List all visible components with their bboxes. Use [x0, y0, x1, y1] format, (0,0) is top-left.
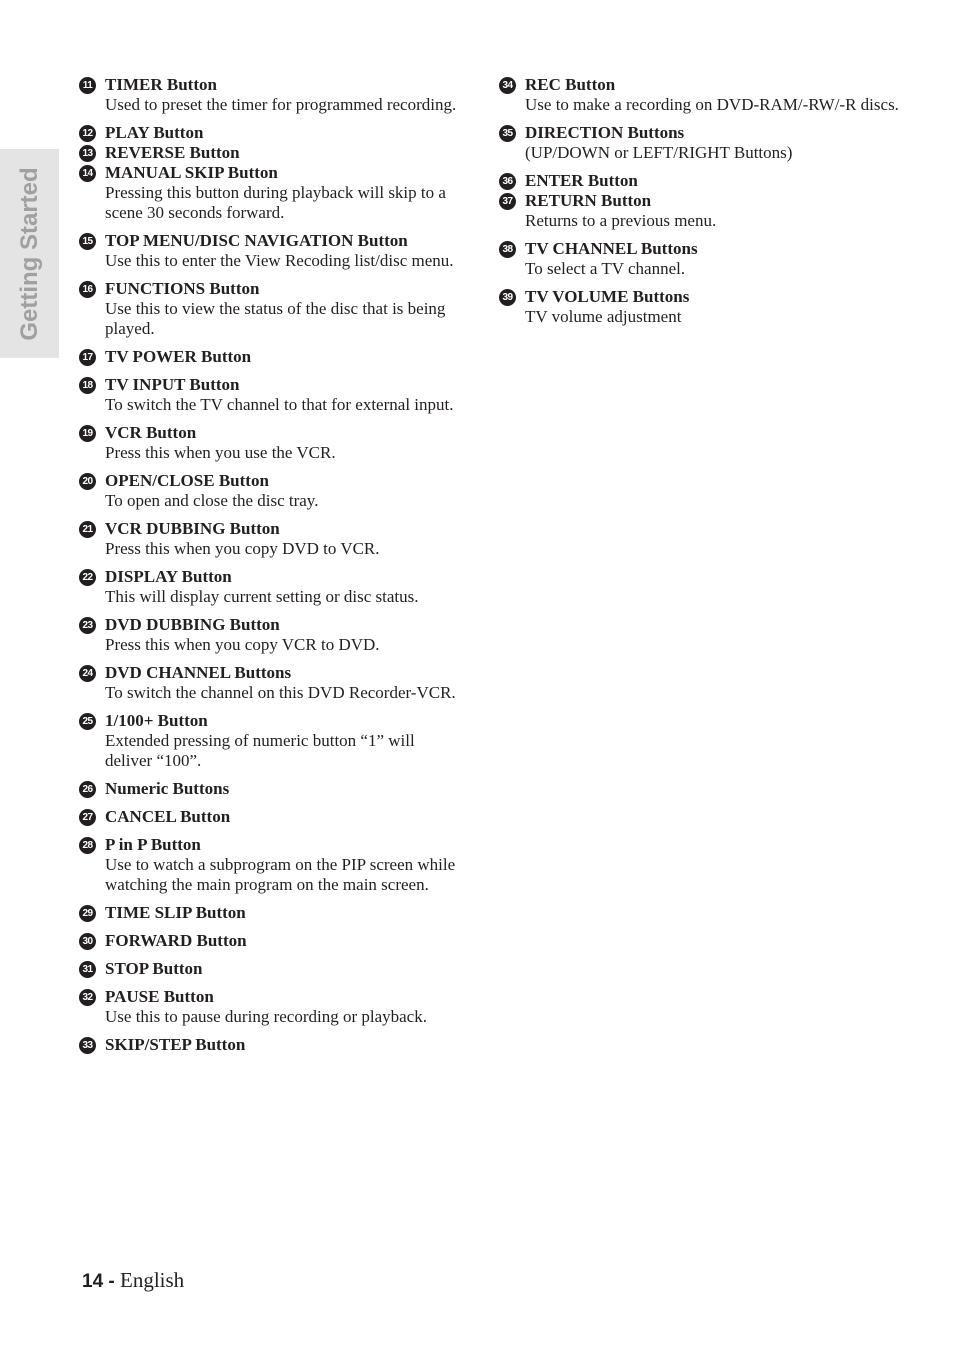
button-description-item: [79, 663, 463, 703]
button-description-item: [79, 987, 463, 1027]
button-description-item: [79, 423, 463, 463]
item-number-badge: 30: [79, 933, 96, 950]
item-number-badge: 38: [499, 241, 516, 258]
item-number-badge: 31: [79, 961, 96, 978]
item-number-badge: 26: [79, 781, 96, 798]
item-number-badge: 23: [79, 617, 96, 634]
item-title: FORWARD Button: [105, 931, 247, 950]
item-title: FUNCTIONS Button: [105, 279, 260, 298]
button-description-item: [79, 375, 463, 415]
item-title: Numeric Buttons: [105, 779, 230, 798]
button-description-item: [79, 163, 463, 223]
button-description-item: [79, 347, 463, 367]
item-number-badge: 32: [79, 989, 96, 1006]
item-title: TV INPUT Button: [105, 375, 240, 394]
item-number-badge: 25: [79, 713, 96, 730]
button-description-item: [79, 835, 463, 895]
button-description-item: [79, 711, 463, 771]
side-section-tab: [0, 149, 59, 358]
item-title: TIME SLIP Button: [105, 903, 246, 922]
item-title: PLAY Button: [105, 123, 204, 142]
button-description-item: [499, 191, 899, 231]
item-title: DVD CHANNEL Buttons: [105, 663, 292, 682]
item-description: Use to make a recording on DVD-RAM/-RW/-R discs.: [525, 95, 899, 114]
item-description: This will display current setting or disc status.: [105, 587, 419, 606]
button-description-item: [79, 959, 463, 979]
item-number-badge: 13: [79, 145, 96, 162]
item-title: REC Button: [525, 75, 616, 94]
item-description: Used to preset the timer for programmed recording.: [105, 95, 457, 114]
item-title: SKIP/STEP Button: [105, 1035, 246, 1054]
item-number-badge: 27: [79, 809, 96, 826]
item-title: PAUSE Button: [105, 987, 214, 1006]
item-number-badge: 39: [499, 289, 516, 306]
page-number: 14 -: [82, 1271, 115, 1292]
button-description-item: [79, 143, 463, 163]
item-title: TV POWER Button: [105, 347, 252, 366]
button-description-item: [79, 471, 463, 511]
item-title: P in P Button: [105, 835, 201, 854]
button-description-item: [499, 75, 899, 115]
item-description: To open and close the disc tray.: [105, 491, 319, 510]
item-description: Use this to enter the View Recoding list/disc menu.: [105, 251, 454, 270]
button-description-item: [499, 171, 899, 191]
button-description-item: [79, 779, 463, 799]
button-description-item: [79, 123, 463, 143]
item-title: DISPLAY Button: [105, 567, 232, 586]
item-title: DVD DUBBING Button: [105, 615, 280, 634]
button-description-item: [79, 903, 463, 923]
item-description: Extended pressing of numeric button “1” will deliver “100”.: [105, 731, 415, 770]
item-number-badge: 16: [79, 281, 96, 298]
item-title: TV VOLUME Buttons: [525, 287, 690, 306]
item-title: VCR DUBBING Button: [105, 519, 280, 538]
item-title: MANUAL SKIP Button: [105, 163, 278, 182]
item-number-badge: 34: [499, 77, 516, 94]
left-column: [79, 75, 463, 1055]
button-description-item: [79, 1035, 463, 1055]
item-number-badge: 35: [499, 125, 516, 142]
item-number-badge: 11: [79, 77, 96, 94]
item-number-badge: 18: [79, 377, 96, 394]
button-description-item: [499, 239, 899, 279]
item-title: RETURN Button: [525, 191, 652, 210]
button-description-item: [79, 615, 463, 655]
item-title: DIRECTION Buttons: [525, 123, 685, 142]
button-description-item: [79, 75, 463, 115]
item-title: TOP MENU/DISC NAVIGATION Button: [105, 231, 408, 250]
item-description: To switch the TV channel to that for external input.: [105, 395, 454, 414]
item-title: VCR Button: [105, 423, 197, 442]
button-description-item: [79, 931, 463, 951]
item-description: Press this when you copy DVD to VCR.: [105, 539, 380, 558]
right-column: [499, 75, 899, 327]
item-number-badge: 29: [79, 905, 96, 922]
button-description-item: [79, 279, 463, 339]
item-title: TIMER Button: [105, 75, 217, 94]
page-language: English: [120, 1268, 185, 1292]
item-number-badge: 28: [79, 837, 96, 854]
button-description-item: [79, 519, 463, 559]
item-title: ENTER Button: [525, 171, 638, 190]
item-number-badge: 12: [79, 125, 96, 142]
item-description: (UP/DOWN or LEFT/RIGHT Buttons): [525, 143, 793, 162]
button-description-item: [499, 123, 899, 163]
item-title: CANCEL Button: [105, 807, 231, 826]
item-description: Press this when you use the VCR.: [105, 443, 336, 462]
item-title: OPEN/CLOSE Button: [105, 471, 269, 490]
item-number-badge: 37: [499, 193, 516, 210]
item-number-badge: 17: [79, 349, 96, 366]
item-title: STOP Button: [105, 959, 203, 978]
button-description-item: [79, 807, 463, 827]
item-number-badge: 36: [499, 173, 516, 190]
item-number-badge: 15: [79, 233, 96, 250]
page-footer: [82, 1268, 184, 1293]
item-number-badge: 24: [79, 665, 96, 682]
item-title: TV CHANNEL Buttons: [525, 239, 698, 258]
item-description: Use this to pause during recording or playback.: [105, 1007, 427, 1026]
button-description-item: [79, 567, 463, 607]
item-description: Use this to view the status of the disc that is being played.: [105, 299, 446, 338]
item-description: Use to watch a subprogram on the PIP screen while watching the main program on the main screen.: [105, 855, 456, 894]
item-title: 1/100+ Button: [105, 711, 208, 730]
button-description-item: [499, 287, 899, 327]
button-description-item: [79, 231, 463, 271]
item-description: Pressing this button during playback will skip to a scene 30 seconds forward.: [105, 183, 446, 222]
item-description: To switch the channel on this DVD Recorder-VCR.: [105, 683, 456, 702]
item-description: To select a TV channel.: [525, 259, 686, 278]
item-description: Press this when you copy VCR to DVD.: [105, 635, 380, 654]
item-number-badge: 22: [79, 569, 96, 586]
item-number-badge: 33: [79, 1037, 96, 1054]
item-description: TV volume adjustment: [525, 307, 682, 326]
item-number-badge: 20: [79, 473, 96, 490]
side-section-label: Getting Started: [15, 166, 43, 341]
item-number-badge: 14: [79, 165, 96, 182]
item-description: Returns to a previous menu.: [525, 211, 717, 230]
item-title: REVERSE Button: [105, 143, 240, 162]
item-number-badge: 21: [79, 521, 96, 538]
item-number-badge: 19: [79, 425, 96, 442]
